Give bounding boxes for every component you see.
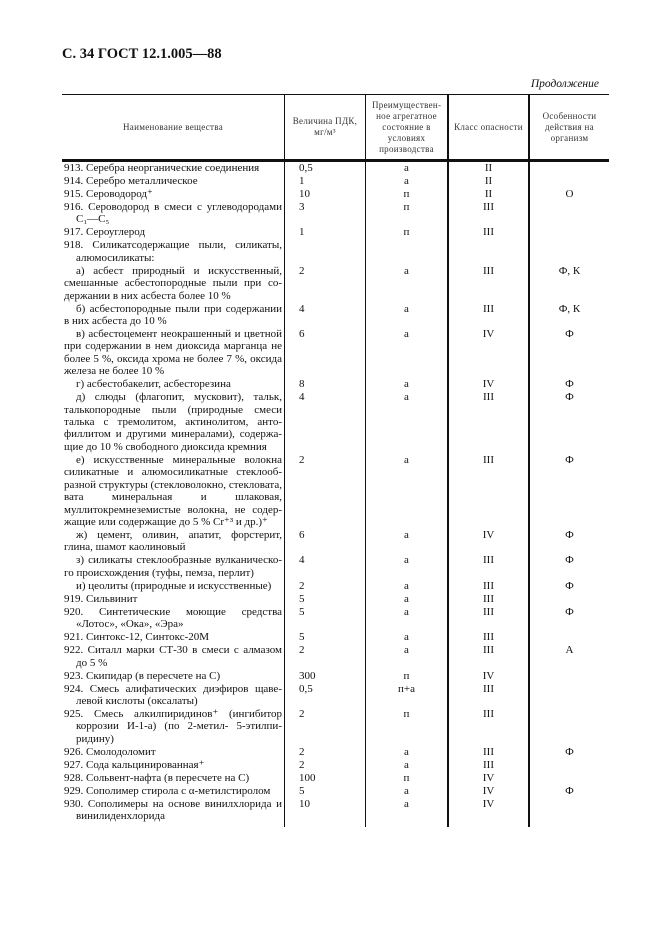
pdk-value: 5 [285, 593, 366, 606]
hazard-class: IV [448, 328, 529, 378]
hazard-class [448, 239, 529, 264]
table-row [62, 759, 609, 772]
aggregate-state: а [366, 798, 449, 827]
aggregate-state: п [366, 670, 449, 683]
pdk-value: 5 [285, 606, 366, 631]
substance-name: 918. Силикатсодержащие пыли, силикаты, алюмосиликаты: [62, 239, 285, 264]
hazard-class: III [448, 759, 529, 772]
effect-features [529, 161, 609, 176]
table-row [62, 785, 609, 798]
hazard-class: III [448, 303, 529, 328]
hazard-class: III [448, 746, 529, 759]
substance-name: 919. Сильвинит [62, 593, 285, 606]
pdk-value: 1 [285, 226, 366, 239]
substance-name: 920. Синтетические моющие средства «Лотос», «Ока», «Эра» [62, 606, 285, 631]
effect-features [529, 798, 609, 827]
hazard-class: III [448, 683, 529, 708]
aggregate-state: а [366, 606, 449, 631]
table-row [62, 554, 609, 579]
effect-features: Ф [565, 391, 574, 404]
aggregate-state: а [366, 529, 449, 554]
col-header-effect: Особенности действия на организм [542, 110, 597, 143]
pdk-value: 6 [285, 529, 366, 554]
substance-name: 915. Сероводород⁺ [62, 188, 285, 201]
pdk-value: 6 [285, 328, 366, 378]
table-row [62, 201, 609, 226]
hazard-class: III [448, 226, 529, 239]
hazard-class: III [448, 606, 529, 631]
table-row [62, 328, 609, 378]
aggregate-state: п [366, 188, 449, 201]
effect-features: Ф, К [558, 302, 581, 315]
effect-features: Ф [565, 453, 574, 466]
effect-features [529, 772, 609, 785]
effect-features [529, 593, 609, 606]
aggregate-state: а [366, 303, 449, 328]
pdk-value: 1 [285, 175, 366, 188]
aggregate-state: п [366, 708, 449, 746]
effect-features [529, 708, 609, 746]
hazard-class: II [448, 188, 529, 201]
effect-features: Ф [565, 745, 574, 758]
aggregate-state: а [366, 580, 449, 593]
hazard-class: III [448, 631, 529, 644]
hazard-class: IV [448, 378, 529, 391]
effect-features: Ф [565, 579, 574, 592]
aggregate-state: а [366, 746, 449, 759]
aggregate-state: а [366, 593, 449, 606]
pdk-value: 0,5 [285, 161, 366, 176]
table-row [62, 772, 609, 785]
pdk-value: 5 [285, 631, 366, 644]
effect-features: Ф [565, 528, 574, 541]
effect-features: Ф [565, 378, 574, 391]
effect-features: Ф [565, 605, 574, 618]
pdk-value: 2 [285, 644, 366, 669]
pdk-value: 2 [285, 454, 366, 529]
table-row [62, 683, 609, 708]
hazard-class: III [448, 454, 529, 529]
substance-name: 922. Ситалл марки СТ-30 в смеси с алмазом до 5 % [62, 644, 285, 669]
substance-name: 913. Серебра неорганические соединения [62, 161, 285, 176]
substance-name: 927. Сода кальцинированная⁺ [62, 759, 285, 772]
table-row [62, 161, 609, 176]
substance-name: а) асбест природный и искусственный, смешанные асбестопородные пыли при содержании в них асбеста более 10 % [62, 265, 285, 303]
table-row [62, 529, 609, 554]
effect-features [529, 239, 609, 264]
aggregate-state: а [366, 265, 449, 303]
table-row [62, 670, 609, 683]
hazard-class: III [448, 265, 529, 303]
aggregate-state: а [366, 644, 449, 669]
aggregate-state: а [366, 454, 449, 529]
effect-features: Ф, К [558, 264, 581, 277]
pdk-value: 4 [285, 303, 366, 328]
aggregate-state: а [366, 161, 449, 176]
pdk-value: 2 [285, 265, 366, 303]
substance-name: ж) цемент, оливин, апатит, форстерит, глина, шамот каолиновый [62, 529, 285, 554]
table-row [62, 226, 609, 239]
effect-features: О [565, 188, 574, 200]
hazard-class: III [448, 201, 529, 226]
col-header-pdk: Величина ПДК, мг/м³ [285, 95, 366, 161]
pdk-value: 10 [285, 798, 366, 827]
table-row [62, 593, 609, 606]
effect-features [529, 175, 609, 188]
table-row [62, 580, 609, 593]
substance-name: 929. Сополимер стирола с α-метилстиролом [62, 785, 285, 798]
pdk-value: 4 [285, 554, 366, 579]
table-row [62, 303, 609, 328]
col-header-name: Наименование вещества [62, 95, 285, 161]
effect-features [529, 759, 609, 772]
pdk-value: 3 [285, 201, 366, 226]
pdk-value: 300 [285, 670, 366, 683]
hazard-class: IV [448, 529, 529, 554]
continuation-label: Продолжение [530, 78, 599, 90]
pdk-value: 5 [285, 785, 366, 798]
substance-name: д) слюды (флагопит, мусковит), тальк, талькопородные пыли (природные смеси талька с тремолитом, актинолитом, антофиллитом и другими минералами), содержащие до 10 % свободного диоксида кремния [62, 391, 285, 454]
substance-name: 923. Скипидар (в пересчете на С) [62, 670, 285, 683]
pdk-value [285, 239, 366, 264]
aggregate-state [366, 239, 449, 264]
effect-features [529, 226, 609, 239]
substance-name: 924. Смесь алифатических диэфиров щавелевой кислоты (оксалаты) [62, 683, 285, 708]
hazard-class: IV [448, 798, 529, 827]
substance-name: и) цеолиты (природные и искусственные) [62, 580, 285, 593]
hazard-class: IV [448, 785, 529, 798]
effect-features: Ф [565, 784, 574, 797]
aggregate-state: п [366, 226, 449, 239]
table-row [62, 746, 609, 759]
substance-name: 917. Сероуглерод [62, 226, 285, 239]
col-header-class: Класс опасности [448, 95, 529, 161]
substance-name: г) асбестобакелит, асбесторезина [62, 378, 285, 391]
substance-name: е) искусственные минеральные волокна силикатные и алюмосиликатные стеклообразной структуры (стекловолокно, стекловата, вата минеральная и шлаковая, муллитокремнеземистые волокна, не содержащие или содержащие до 5 % Cr⁺³ и др.)⁺ [62, 454, 285, 529]
table-row [62, 391, 609, 454]
table-row [62, 708, 609, 746]
substance-name: б) асбестопородные пыли при содержании в них асбеста до 10 % [62, 303, 285, 328]
effect-features [529, 683, 609, 708]
page-header: С. 34 ГОСТ 12.1.005—88 [62, 46, 222, 62]
hazard-class: III [448, 644, 529, 669]
table-row [62, 175, 609, 188]
hazard-class: IV [448, 670, 529, 683]
substance-name: 925. Смесь алкилпиридинов⁺ (ингибитор коррозии И-1-а) (по 2-метил- 5-этилпиридину) [62, 708, 285, 746]
effect-features: Ф [565, 328, 574, 341]
aggregate-state: п [366, 772, 449, 785]
aggregate-state: а [366, 175, 449, 188]
aggregate-state: а [366, 378, 449, 391]
table-row [62, 239, 609, 264]
substance-name: 928. Сольвент-нафта (в пересчете на С) [62, 772, 285, 785]
hazard-class: II [448, 161, 529, 176]
substance-name: 926. Смолодоломит [62, 746, 285, 759]
pdk-value: 10 [285, 188, 366, 201]
table-row [62, 378, 609, 391]
substance-name: 914. Серебро металлическое [62, 175, 285, 188]
table-row [62, 798, 609, 827]
effect-features [529, 670, 609, 683]
hazard-class: III [448, 593, 529, 606]
hazard-class: IV [448, 772, 529, 785]
hazard-class: III [448, 708, 529, 746]
hazard-class: III [448, 554, 529, 579]
hazard-class: III [448, 580, 529, 593]
substance-name: в) асбестоцемент неокрашенный и цветной при содержании в нем диоксида марганца не более 5 %, оксида хрома не более 7 %, оксида железа не более 10 % [62, 328, 285, 378]
pdk-value: 2 [285, 580, 366, 593]
pdk-value: 2 [285, 746, 366, 759]
hazard-class: III [448, 391, 529, 454]
table-row [62, 631, 609, 644]
aggregate-state: а [366, 328, 449, 378]
substance-name: 916. Сероводород в смеси с углеводородами C₁—C₅ [62, 201, 285, 226]
aggregate-state: п+а [366, 683, 449, 708]
table-row [62, 644, 609, 669]
hazard-class: II [448, 175, 529, 188]
pdk-value: 4 [285, 391, 366, 454]
pdk-value: 2 [285, 759, 366, 772]
pdk-value: 100 [285, 772, 366, 785]
aggregate-state: а [366, 391, 449, 454]
substance-name: 930. Сополимеры на основе винилхлорида и винилиденхлорида [62, 798, 285, 827]
effect-features: А [565, 644, 574, 657]
table-row [62, 265, 609, 303]
table-body [62, 161, 609, 827]
pdk-value: 8 [285, 378, 366, 391]
aggregate-state: а [366, 759, 449, 772]
table-row [62, 606, 609, 631]
aggregate-state: а [366, 631, 449, 644]
effect-features [529, 631, 609, 644]
substance-name: з) силикаты стеклообразные вулканического происхождения (туфы, пемза, перлит) [62, 554, 285, 579]
effect-features [529, 201, 609, 226]
table-header-row [62, 95, 609, 161]
col-header-state: Преимущественное агрегатное состояние в условиях производства [366, 95, 449, 161]
aggregate-state: п [366, 201, 449, 226]
substance-name: 921. Синтокс-12, Синтокс-20М [62, 631, 285, 644]
aggregate-state: а [366, 785, 449, 798]
pdk-value: 2 [285, 708, 366, 746]
table-row [62, 188, 609, 201]
aggregate-state: а [366, 554, 449, 579]
substances-table [62, 94, 609, 827]
table-row [62, 454, 609, 529]
pdk-value: 0,5 [285, 683, 366, 708]
effect-features: Ф [565, 554, 574, 567]
